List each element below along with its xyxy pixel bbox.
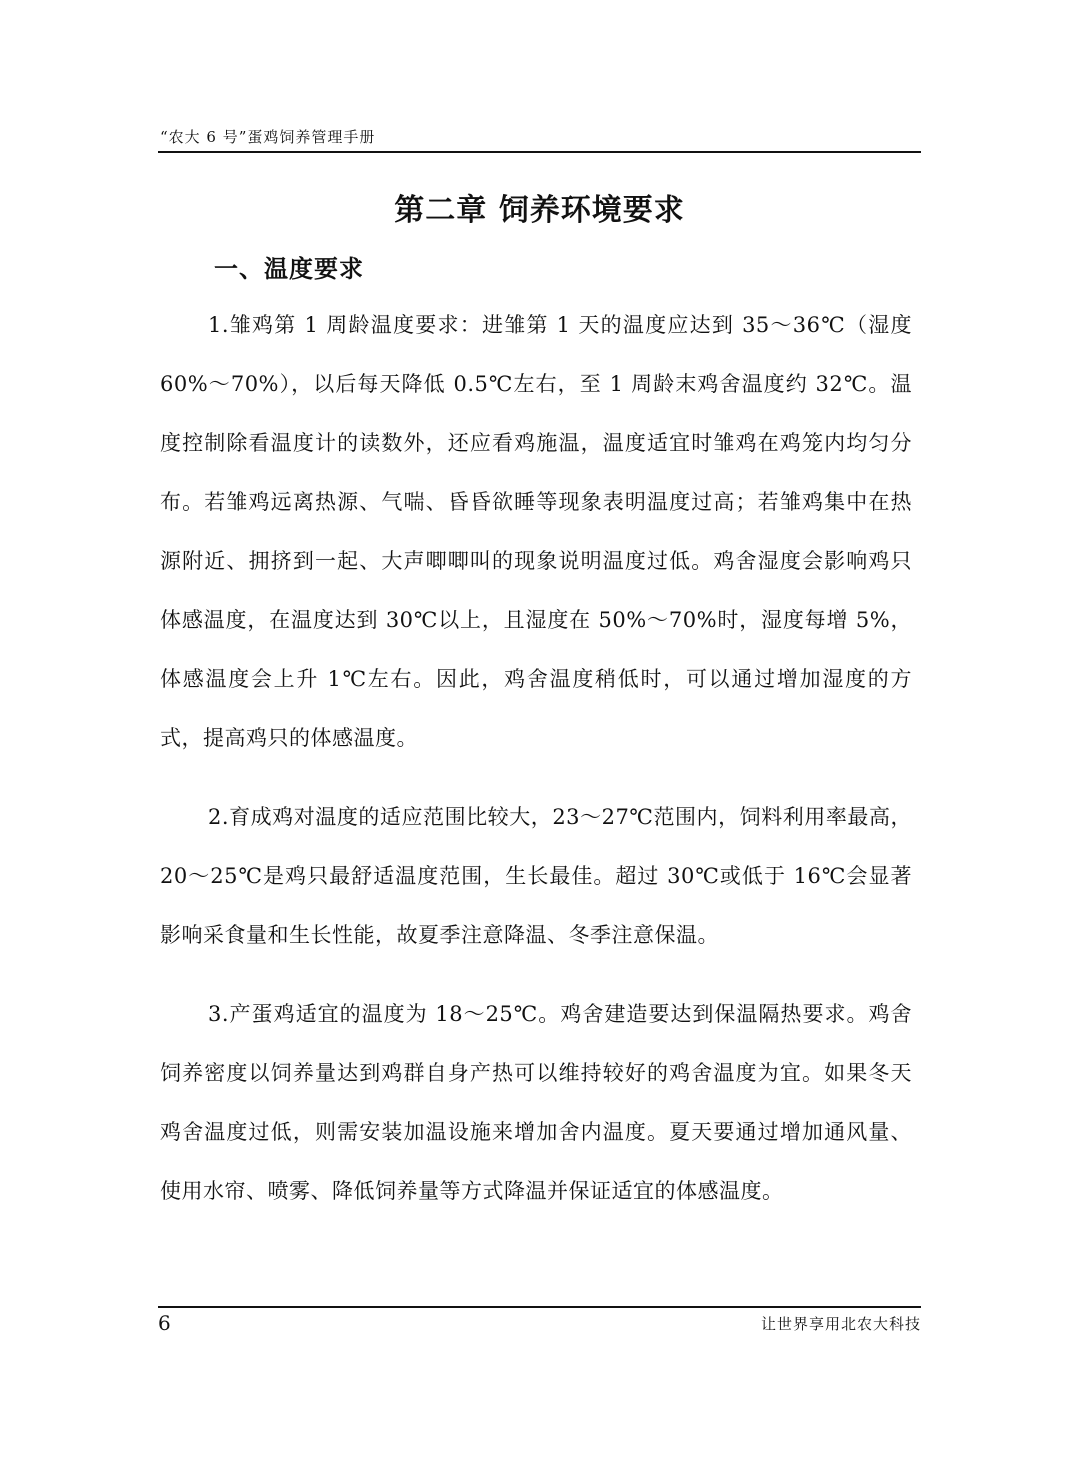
running-header: “农大 6 号”蛋鸡饲养管理手册: [160, 128, 376, 146]
page-number: 6: [158, 1311, 171, 1335]
section-title: 一、温度要求: [214, 255, 364, 283]
footer-rule: [158, 1306, 921, 1308]
paragraph-1: 1.雏鸡第 1 周龄温度要求：进雏第 1 天的温度应达到 35～36℃（湿度 60%～70%），以后每天降低 0.5℃左右，至 1 周龄末鸡舍温度约 32℃。温度控制除看温度计的读数外，还应看鸡施温，温度适宜时雏鸡在鸡笼内均匀分布。若雏鸡远离热源、气喘、昏昏欲睡等现象表明温度过高；若雏鸡集中在热源附近、拥挤到一起、大声唧唧叫的现象说明温度过低。鸡舍湿度会影响鸡只体感温度，在温度达到 30℃以上，且湿度在 50%～70%时，湿度每增 5%，体感温度会上升 1℃左右。因此，鸡舍温度稍低时，可以通过增加湿度的方式，提高鸡只的体感温度。: [160, 313, 912, 750]
chapter-title: 第二章 饲养环境要求: [394, 193, 685, 228]
footer-slogan: 让世界享用北农大科技: [760, 1315, 921, 1333]
paragraph-2: 2.育成鸡对温度的适应范围比较大，23～27℃范围内，饲料利用率最高，20～25℃是鸡只最舒适温度范围，生长最佳。超过 30℃或低于 16℃会显著影响采食量和生长性能，故夏季注意降温、冬季注意保温。: [160, 805, 912, 947]
body-content: [160, 296, 912, 1241]
header-rule: [158, 151, 921, 153]
paragraph-3: 3.产蛋鸡适宜的温度为 18～25℃。鸡舍建造要达到保温隔热要求。鸡舍饲养密度以饲养量达到鸡群自身产热可以维持较好的鸡舍温度为宜。如果冬天鸡舍温度过低，则需安装加温设施来增加舍内温度。夏天要通过增加通风量、使用水帘、喷雾、降低饲养量等方式降温并保证适宜的体感温度。: [160, 1002, 912, 1203]
